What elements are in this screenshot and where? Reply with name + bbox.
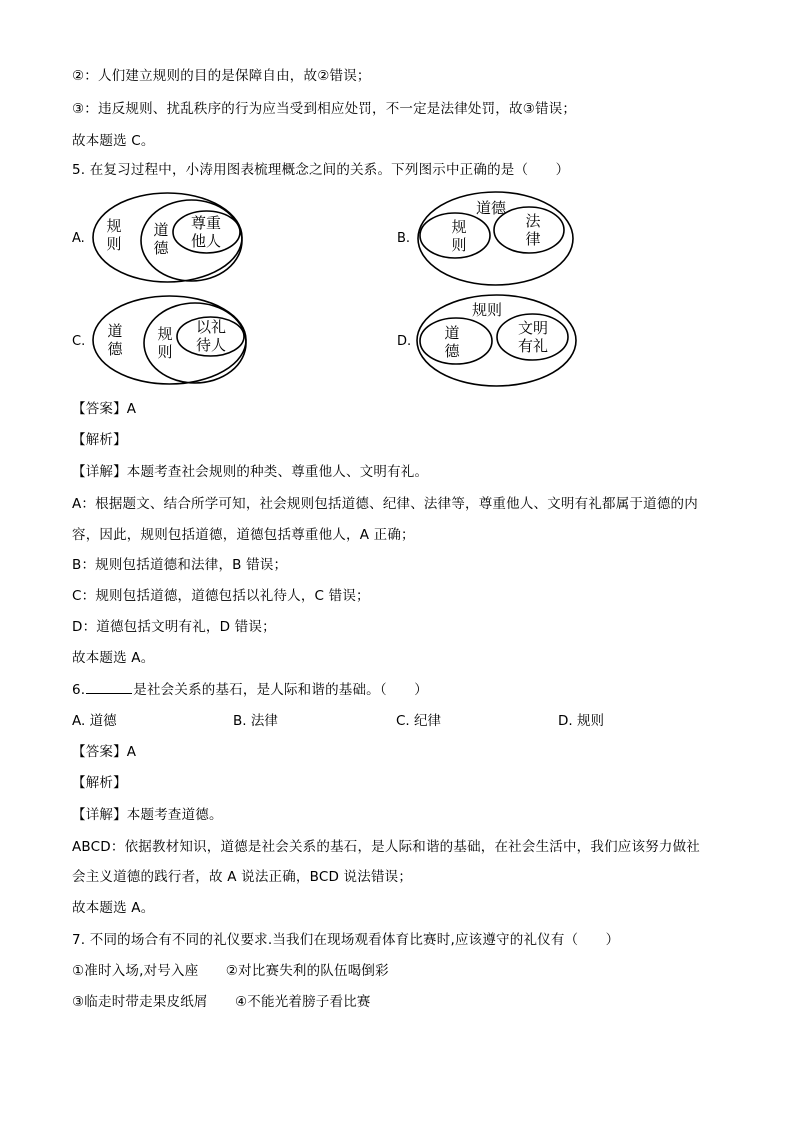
diagram-text-morality: 道 德 — [444, 324, 460, 360]
diagram-text-morality: 道 德 — [153, 221, 169, 257]
venn-diagram-option-d — [0, 0, 794, 400]
diagram-text-morality: 道德 — [476, 199, 507, 217]
option-d: D. 规则 — [558, 713, 604, 729]
explanation-line: D：道德包括文明有礼，D 错误； — [72, 619, 276, 635]
detail-line: 【详解】本题考查社会规则的种类、尊重他人、文明有礼。 — [72, 464, 429, 480]
question-5-stem: 5. 在复习过程中，小涛用图表梳理概念之间的关系。下列图示中正确的是（ ） — [72, 162, 570, 178]
diagram-text-rules: 规 则 — [106, 217, 122, 253]
option-c: C. 纪律 — [396, 713, 442, 729]
answer-line: 【答案】A — [72, 401, 137, 417]
diagram-text-law: 法 律 — [525, 212, 541, 248]
analysis-heading: 【解析】 — [72, 432, 127, 448]
explanation-line: 会主义道德的践行者，故 A 说法正确，BCD 说法错误； — [72, 869, 413, 885]
diagram-text-rules: 规 则 — [451, 218, 467, 254]
diagram-text-respect-others: 尊重 他人 — [190, 214, 221, 250]
diagram-text-rules: 规则 — [472, 301, 503, 319]
conclusion-line: 故本题选 A。 — [72, 650, 155, 666]
option-d-label: D. — [397, 334, 412, 349]
question-7-stem: 7. 不同的场合有不同的礼仪要求.当我们在现场观看体育比赛时,应该遵守的礼仪有（ ） — [72, 932, 620, 948]
analysis-heading: 【解析】 — [72, 775, 127, 791]
explanation-line: ②：人们建立规则的目的是保障自由，故②错误； — [72, 68, 371, 84]
explanation-line: B：规则包括道德和法律，B 错误； — [72, 557, 288, 573]
conclusion-line: 故本题选 A。 — [72, 900, 155, 916]
option-b-label: B. — [397, 231, 411, 246]
question-6-stem — [72, 681, 428, 698]
diagram-text-courtesy: 以礼 待人 — [195, 318, 226, 354]
question-7-items: ③临走时带走果皮纸屑 ④不能光着膀子看比赛 — [72, 994, 371, 1010]
question-7-items: ①准时入场,对号入座 ②对比赛失利的队伍喝倒彩 — [72, 963, 389, 979]
explanation-line: A：根据题文、结合所学可知，社会规则包括道德、纪律、法律等，尊重他人、文明有礼都属于道德的内 — [72, 496, 698, 512]
answer-line: 【答案】A — [72, 744, 137, 760]
explanation-line: ABCD：依据教材知识，道德是社会关系的基石，是人际和谐的基础，在社会生活中，我们应该努力做社 — [72, 839, 700, 855]
conclusion-line: 故本题选 C。 — [72, 133, 155, 149]
question-text: 是社会关系的基石，是人际和谐的基础。（ ） — [133, 682, 428, 698]
option-a-label: A. — [72, 231, 85, 246]
option-a: A. 道德 — [72, 713, 117, 729]
explanation-line: C：规则包括道德，道德包括以礼待人，C 错误； — [72, 588, 370, 604]
option-c-label: C. — [72, 334, 86, 349]
diagram-text-morality: 道 德 — [107, 322, 123, 358]
option-b: B. 法律 — [233, 713, 278, 729]
question-number: 6. — [72, 682, 86, 698]
explanation-line: ③：违反规则、扰乱秩序的行为应当受到相应处罚，不一定是法律处罚，故③错误； — [72, 101, 577, 117]
detail-line: 【详解】本题考查道德。 — [72, 807, 223, 823]
fill-in-blank — [86, 681, 132, 694]
explanation-line: 容，因此，规则包括道德，道德包括尊重他人，A 正确； — [72, 527, 415, 543]
diagram-text-civility: 文明 有礼 — [517, 319, 548, 355]
diagram-text-rules: 规 则 — [157, 325, 173, 361]
